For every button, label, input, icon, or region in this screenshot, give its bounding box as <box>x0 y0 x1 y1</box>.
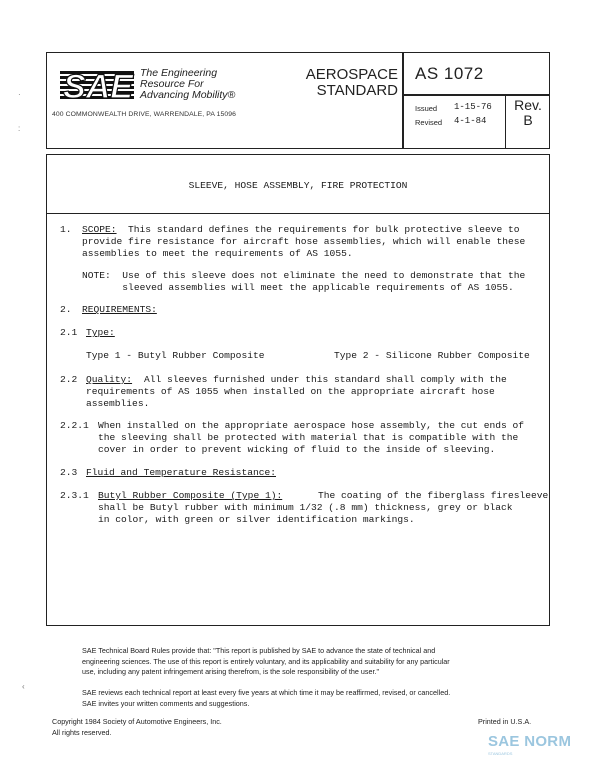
section-2-2-1-number: 2.2.1 <box>60 420 89 431</box>
board-rules <box>82 646 552 678</box>
section-2-3-heading: Fluid and Temperature Resistance: <box>86 467 276 478</box>
document-title: SLEEVE, HOSE ASSEMBLY, FIRE PROTECTION <box>188 180 408 191</box>
section-2-2-heading: Quality: <box>86 374 133 385</box>
section-2-2-1-line-2: the sleeving shall be protected with material that is compatible with the <box>98 432 519 443</box>
review-notice-line-2: SAE invites your written comments and suggestions. <box>82 698 250 708</box>
header-divider-vertical <box>402 52 404 149</box>
note-line-1: NOTE: Use of this sleeve does not eliminate the need to demonstrate that the <box>82 270 526 281</box>
section-2-2-line-2: requirements of AS 1055 when installed on the appropriate aircraft hose <box>86 386 495 397</box>
standard-type-line-1: AEROSPACE <box>305 66 398 83</box>
copyright-line-2: All rights reserved. <box>52 727 112 737</box>
section-2-2-line-3: assemblies. <box>86 398 150 409</box>
section-2-2-line-1: All sleeves furnished under this standard shall comply with the <box>144 374 507 385</box>
section-2-3-1-heading: Butyl Rubber Composite (Type 1): <box>98 490 283 501</box>
section-2-heading: REQUIREMENTS: <box>82 304 157 315</box>
section-2-3-1-line-2: shall be Butyl rubber with minimum 1/32 (.8 mm) thickness, grey or black <box>98 502 513 513</box>
section-2-3-number: 2.3 <box>60 467 78 478</box>
section-2-2-1-line-1: When installed on the appropriate aerospace hose assembly, the cut ends of <box>98 420 525 431</box>
type-2-label: Type 2 - Silicone Rubber Composite <box>334 350 530 361</box>
printed-in: Printed in U.S.A. <box>478 717 532 726</box>
section-2-3-1-line-1: The coating of the fiberglass firesleeve <box>318 490 549 501</box>
margin-mark: ‹ <box>22 682 25 691</box>
section-2-1-heading: Type: <box>86 327 115 338</box>
section-1-heading: SCOPE: <box>82 224 117 235</box>
revised-date: 4-1-84 <box>454 116 487 126</box>
document-number: AS 1072 <box>415 64 484 83</box>
address: 400 COMMONWEALTH DRIVE, WARRENDALE, PA 15096 <box>52 111 237 118</box>
copyright-line-1: Copyright 1984 Society of Automotive Engineers, Inc. <box>52 717 222 726</box>
revised-label: Revised <box>415 118 443 127</box>
sae-logo <box>58 67 138 105</box>
review-notice-line-1: SAE reviews each technical report at least every five years at which time it may be reaffirmed, revised, or cancelled. <box>82 688 451 697</box>
title-divider <box>46 213 550 214</box>
board-rules-line-3: use, including any patent infringement arising therefrom, is the sole responsibility of the user." <box>82 667 379 677</box>
revision-value: B <box>523 112 533 128</box>
margin-mark: : <box>18 124 21 133</box>
section-1-line-2: provide fire resistance for aircraft hose assemblies, which will enable these <box>82 236 526 247</box>
tagline-line-3: Advancing Mobility® <box>140 89 236 101</box>
standard-type <box>294 67 398 98</box>
section-2-3-1-number: 2.3.1 <box>60 490 89 501</box>
svg-text:SAE: SAE <box>63 68 133 105</box>
section-1-line-1: This standard defines the requirements for bulk protective sleeve to <box>128 224 520 235</box>
section-2-number: 2. <box>60 304 72 315</box>
section-2-2-1-line-3: cover in order to prevent wicking of fluid to the inside of sleeving. <box>98 444 496 455</box>
board-rules-line-2: engineering sciences. The use of this report is entirely voluntary, and its applicability and suitability for any particular <box>82 656 450 666</box>
margin-mark: · <box>18 90 21 99</box>
revision-label: Rev. <box>514 97 542 113</box>
section-1-line-3: assemblies to meet the requirements of AS 1055. <box>82 248 353 259</box>
revision-box <box>505 95 550 149</box>
issued-date: 1-15-76 <box>454 102 492 112</box>
tagline <box>140 68 235 101</box>
watermark-logo: SAE NORM <box>488 733 572 750</box>
section-2-3-1-line-3: in color, with green or silver identification markings. <box>98 514 415 525</box>
board-rules-line-1: SAE Technical Board Rules provide that: "This report is published by SAE to advance the state of technical and <box>82 646 436 655</box>
issued-label: Issued <box>415 104 438 113</box>
copyright <box>52 717 222 738</box>
type-1-label: Type 1 - Butyl Rubber Composite <box>86 350 265 361</box>
review-notice <box>82 688 552 709</box>
watermark-subtitle: STANDARDS <box>488 751 513 756</box>
tagline-line-2: Resource For <box>140 78 204 90</box>
standard-type-line-2: STANDARD <box>316 81 398 99</box>
section-1-number: 1. <box>60 224 72 235</box>
tagline-line-1: The Engineering <box>140 67 218 79</box>
section-2-2-number: 2.2 <box>60 374 78 385</box>
section-2-1-number: 2.1 <box>60 327 78 338</box>
note-line-2: sleeved assemblies will meet the applicable requirements of AS 1055. <box>82 282 514 293</box>
